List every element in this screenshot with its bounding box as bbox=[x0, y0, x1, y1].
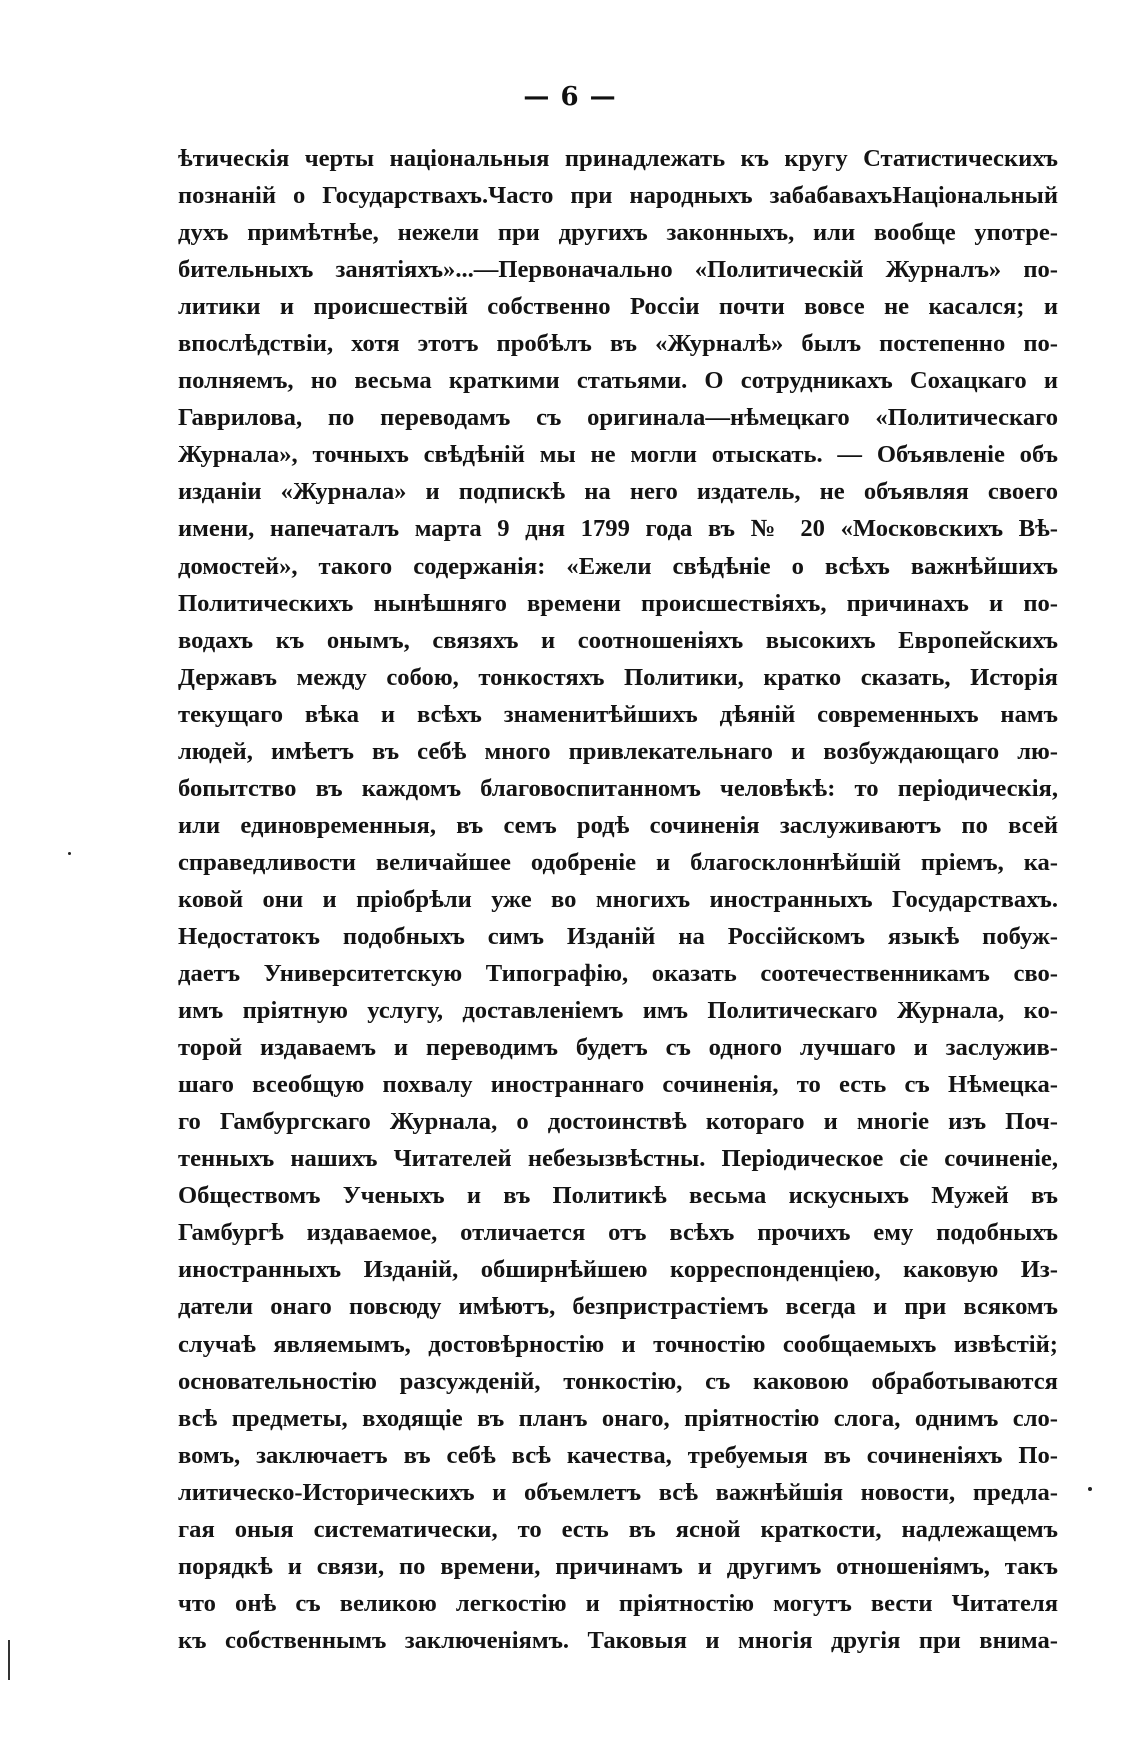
text-line: го Гамбургскаго Журнала, о достоинствѣ котораго и многіе изъ Поч- bbox=[178, 1108, 1058, 1136]
text-line: тенныхъ нашихъ Читателей небезызвѣстны. Періодическое сіе сочиненіе, bbox=[178, 1145, 1058, 1173]
text-line: Недостатокъ подобныхъ симъ Изданій на Россійскомъ языкѣ побуж- bbox=[178, 922, 1058, 950]
text-line: справедливости величайшее одобреніе и благосклоннѣйшій пріемъ, ка- bbox=[178, 848, 1058, 876]
text-line: ковой они и пріобрѣли уже во многихъ иностранныхъ Государствахъ. bbox=[178, 885, 1058, 913]
text-line: бопытство въ каждомъ благовоспитанномъ человѣкѣ: то періодическія, bbox=[178, 774, 1058, 802]
scan-edge-mark bbox=[8, 1640, 10, 1680]
text-line: людей, имѣетъ въ себѣ много привлекательнаго и возбуждающаго лю- bbox=[178, 737, 1058, 765]
text-line: всѣ предметы, входящіе въ планъ онаго, пріятностію слога, однимъ сло- bbox=[178, 1404, 1058, 1432]
page-number: — 6 — bbox=[523, 82, 617, 112]
text-line: имени, напечаталъ марта 9 дня 1799 года въ № 20 «Московскихъ Вѣ- bbox=[178, 515, 1058, 543]
text-line: домостей», такого содержанія: «Ежели свѣдѣніе о всѣхъ важнѣйшихъ bbox=[178, 552, 1058, 580]
scan-speck bbox=[68, 852, 71, 855]
text-line: торой издаваемъ и переводимъ будетъ съ одного лучшаго и заслужив- bbox=[178, 1034, 1058, 1062]
text-line: къ собственнымъ заключеніямъ. Таковыя и многія другія при внима- bbox=[178, 1626, 1058, 1654]
text-line: даетъ Университетскую Типографію, оказать соотечественникамъ сво- bbox=[178, 960, 1058, 988]
text-line: духъ примѣтнѣе, нежели при другихъ законныхъ, или вообще употре- bbox=[178, 219, 1058, 247]
text-line: литическо-Историческихъ и объемлетъ всѣ важнѣйшія новости, предла- bbox=[178, 1478, 1058, 1506]
text-line: датели онаго повсюду имѣютъ, безпристрастіемъ всегда и при всякомъ bbox=[178, 1293, 1058, 1321]
text-line: водахъ къ онымъ, связяхъ и соотношеніяхъ высокихъ Европейскихъ bbox=[178, 626, 1058, 654]
text-line: изданіи «Журнала» и подпискѣ на него издатель, не объявляя своего bbox=[178, 478, 1058, 506]
text-line: иностранныхъ Изданій, обширнѣйшею корреспонденціею, каковую Из- bbox=[178, 1256, 1058, 1284]
scan-speck bbox=[1088, 1487, 1092, 1491]
body-text bbox=[178, 140, 1058, 1659]
text-line: бительныхъ занятіяхъ»...—Первоначально «Политическій Журналъ» по- bbox=[178, 256, 1058, 284]
text-line: основательностію разсужденій, тонкостію, съ каковою обработываются bbox=[178, 1367, 1058, 1395]
text-line: Державъ между собою, тонкостяхъ Политики, кратко сказать, Исторія bbox=[178, 663, 1058, 691]
text-line: Журнала», точныхъ свѣдѣній мы не могли отыскать. — Объявленіе объ bbox=[178, 441, 1058, 469]
text-line: литики и происшествій собственно Россіи почти вовсе не касался; и bbox=[178, 293, 1058, 321]
text-line: впослѣдствіи, хотя этотъ пробѣлъ въ «Журналѣ» былъ постепенно по- bbox=[178, 330, 1058, 358]
text-line: Гамбургѣ издаваемое, отличается отъ всѣхъ прочихъ ему подобныхъ bbox=[178, 1219, 1058, 1247]
text-line: Гаврилова, по переводамъ съ оригинала—нѣмецкаго «Политическаго bbox=[178, 404, 1058, 432]
text-line: полняемъ, но весьма краткими статьями. О сотрудникахъ Сохацкаго и bbox=[178, 367, 1058, 395]
text-line: Политическихъ нынѣшняго времени происшествіяхъ, причинахъ и по- bbox=[178, 589, 1058, 617]
text-line: ѣтическія черты національныя принадлежать къ кругу Статистическихъ bbox=[178, 145, 1058, 172]
text-line: гая оныя систематически, то есть въ ясной краткости, надлежащемъ bbox=[178, 1515, 1058, 1543]
text-line: или единовременныя, въ семъ родѣ сочиненія заслуживаютъ по всей bbox=[178, 811, 1058, 839]
text-line: случаѣ являемымъ, достовѣрностію и точностію сообщаемыхъ извѣстій; bbox=[178, 1330, 1058, 1358]
text-line: порядкѣ и связи, по времени, причинамъ и другимъ отношеніямъ, такъ bbox=[178, 1552, 1058, 1580]
text-line: текущаго вѣка и всѣхъ знаменитѣйшихъ дѣяній современныхъ намъ bbox=[178, 700, 1058, 728]
text-line: познаній о Государствахъ.Часто при народныхъ забабавахъНаціональный bbox=[178, 182, 1058, 210]
text-line: Обществомъ Ученыхъ и въ Политикѣ весьма искусныхъ Мужей въ bbox=[178, 1182, 1058, 1210]
text-line: шаго всеобщую похвалу иностраннаго сочиненія, то есть съ Нѣмецка- bbox=[178, 1071, 1058, 1099]
text-line: имъ пріятную услугу, доставленіемъ имъ Политическаго Журнала, ко- bbox=[178, 997, 1058, 1025]
text-line: что онѣ съ великою легкостію и пріятностію могутъ вести Читателя bbox=[178, 1589, 1058, 1617]
text-line: вомъ, заключаетъ въ себѣ всѣ качества, требуемыя въ сочиненіяхъ По- bbox=[178, 1441, 1058, 1469]
